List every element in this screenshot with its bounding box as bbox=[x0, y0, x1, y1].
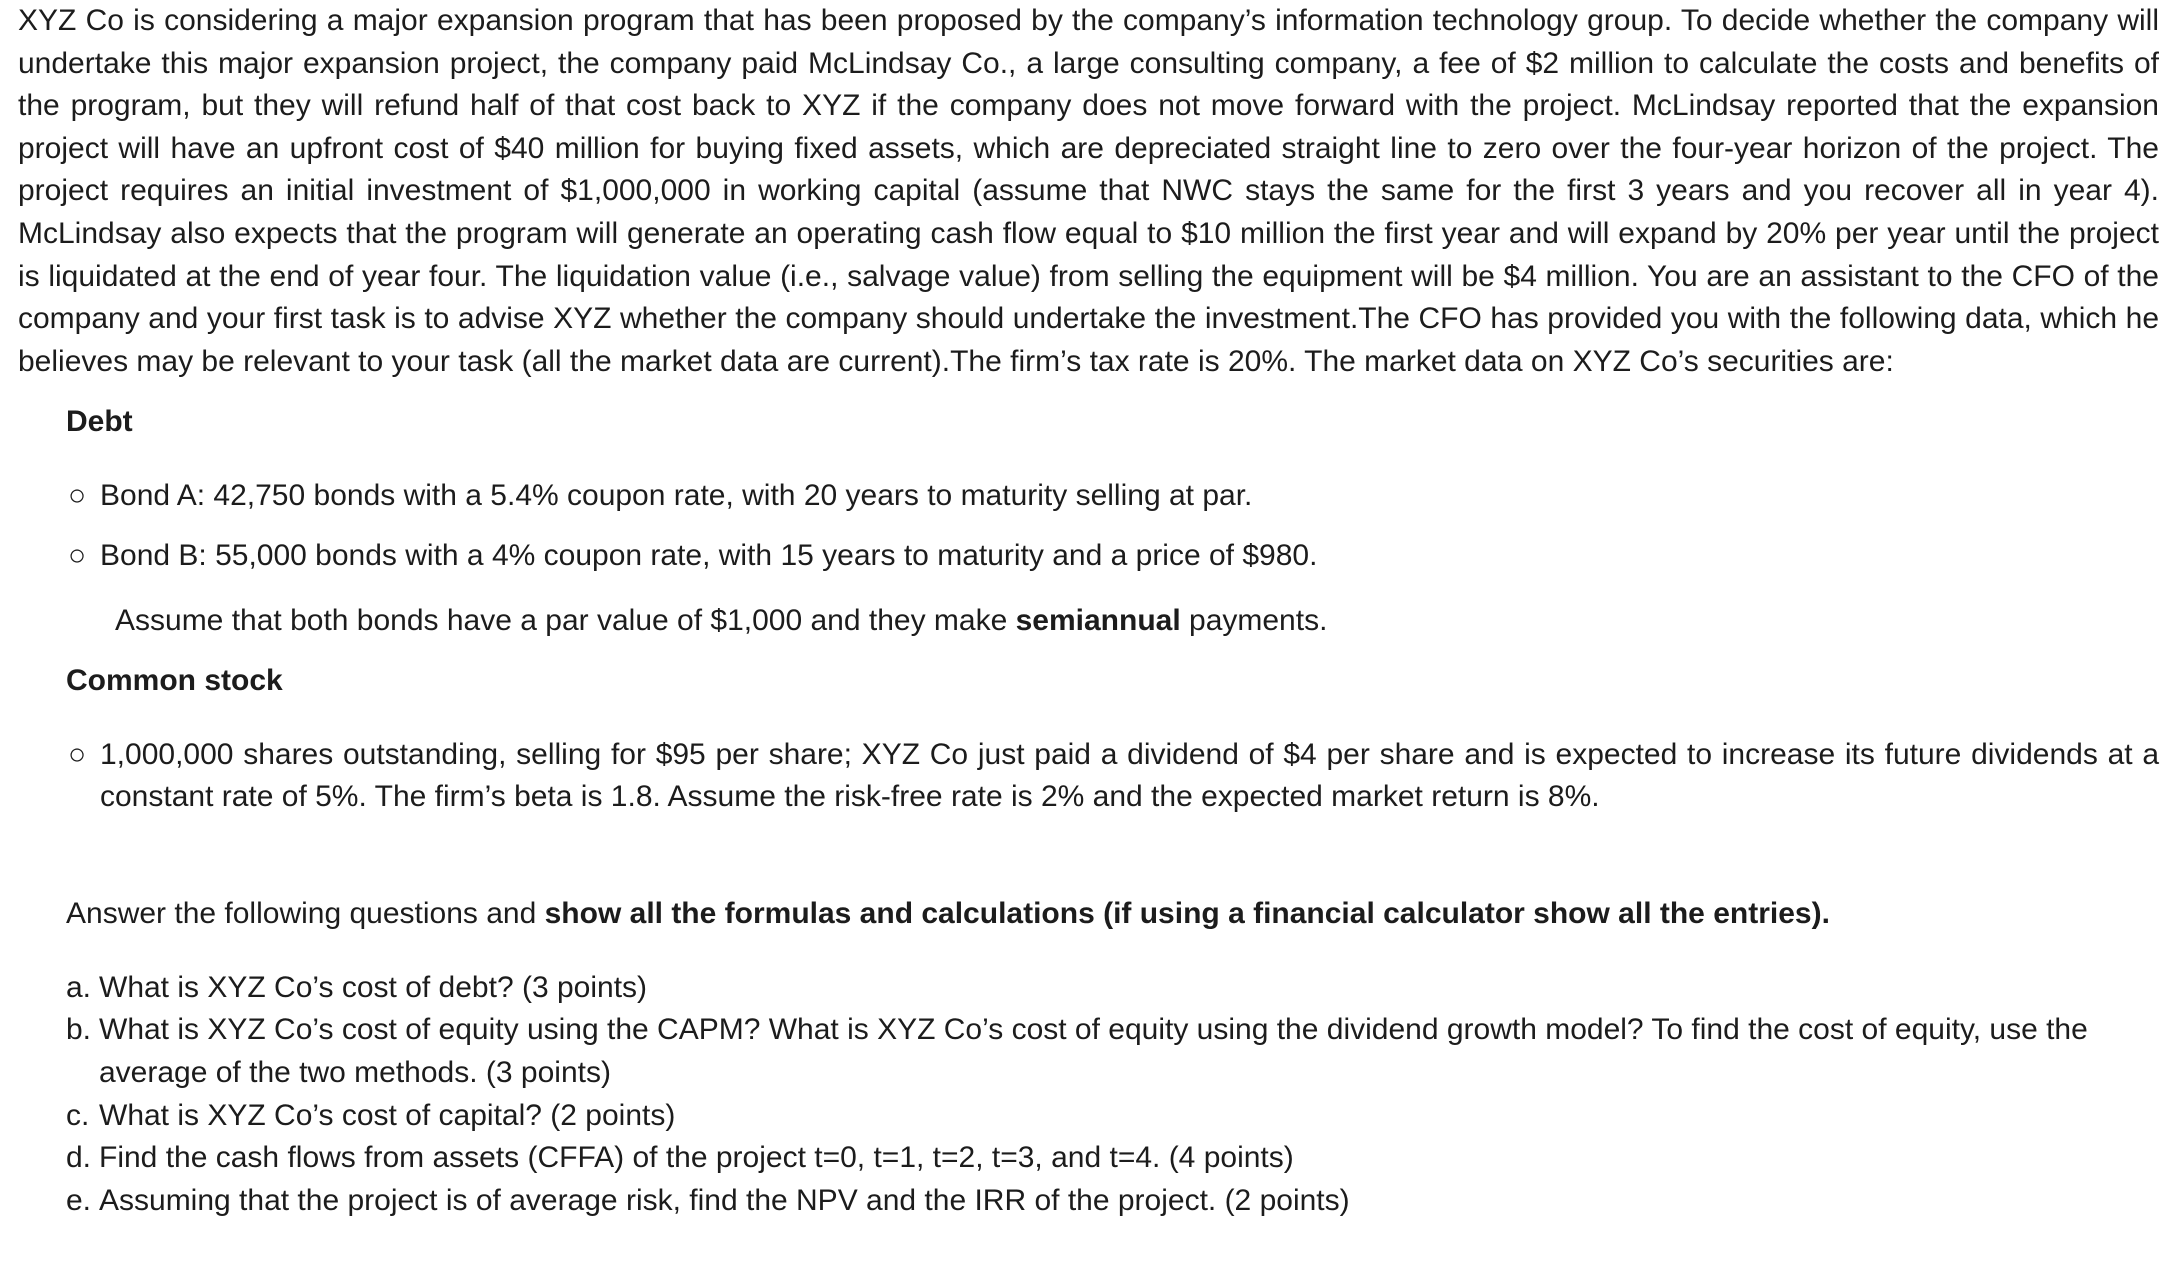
note-text-after: payments. bbox=[1180, 603, 1328, 637]
question-letter: d. bbox=[66, 1141, 92, 1175]
hollow-circle-bullet-icon: ○ bbox=[68, 479, 87, 513]
instructions-plain: Answer the following questions and bbox=[66, 896, 545, 930]
question-text: What is XYZ Co’s cost of debt? (3 points) bbox=[99, 970, 648, 1004]
question-letter: e. bbox=[66, 1183, 92, 1217]
list-item bbox=[68, 734, 2159, 819]
note-bold-semiannual: semiannual bbox=[1015, 603, 1181, 637]
question-item bbox=[66, 1180, 2159, 1223]
hollow-circle-bullet-icon: ○ bbox=[68, 737, 87, 771]
debt-bond-list bbox=[68, 475, 2159, 577]
list-item bbox=[68, 535, 2159, 578]
list-item bbox=[68, 475, 2159, 518]
instructions-bold: show all the formulas and calculations (if using a financial calculator show all the entries). bbox=[544, 896, 1830, 930]
question-text: Find the cash flows from assets (CFFA) of the project t=0, t=1, t=2, t=3, and t=4. (4 points) bbox=[99, 1141, 1294, 1175]
bond-b-text: Bond B: 55,000 bonds with a 4% coupon rate, with 15 years to maturity and a price of $980. bbox=[100, 538, 1318, 572]
question-letter: a. bbox=[66, 970, 92, 1004]
question-item bbox=[66, 1095, 2159, 1138]
question-item bbox=[66, 1009, 2159, 1094]
note-text-before: Assume that both bonds have a par value of $1,000 and they make bbox=[115, 603, 1016, 637]
common-stock-heading: Common stock bbox=[66, 663, 283, 697]
question-text: What is XYZ Co’s cost of capital? (2 points) bbox=[99, 1098, 676, 1132]
debt-heading: Debt bbox=[66, 405, 133, 439]
question-item bbox=[66, 967, 2159, 1010]
intro-paragraph: XYZ Co is considering a major expansion program that has been proposed by the company’s information technology group. To decide whether the company will undertake this major expansion project, the company paid McLindsay Co., a large consulting company, a fee of $2 million to calculate the costs and benefits of the program, but they will refund half of that cost back to XYZ if the company does not move forward with the project. McLindsay reported that the expansion project will have an upfront cost of $40 million for buying fixed assets, which are depreciated straight line to zero over the four-year horizon of the project. The project requires an initial investment of $1,000,000 in working capital (assume that NWC stays the same for the first 3 years and you recover all in year 4). McLindsay also expects that the program will generate an operating cash flow equal to $10 million the first year and will expand by 20% per year until the project is liquidated at the end of year four. The liquidation value (i.e., salvage value) from selling the equipment will be $4 million. You are an assistant to the CFO of the company and your first task is to advise XYZ whether the company should undertake the investment.The CFO has provided you with the following data, which he believes may be relevant to your task (all the market data are current).The firm’s tax rate is 20%. The market data on XYZ Co’s securities are: bbox=[18, 4, 2159, 378]
common-stock-list bbox=[68, 734, 2159, 819]
question-letter: b. bbox=[66, 1013, 92, 1047]
bond-a-text: Bond A: 42,750 bonds with a 5.4% coupon rate, with 20 years to maturity selling at par. bbox=[100, 479, 1253, 513]
question-text: Assuming that the project is of average risk, find the NPV and the IRR of the project. (2 points) bbox=[99, 1183, 1350, 1217]
question-letter: c. bbox=[66, 1098, 90, 1132]
instructions-line bbox=[66, 893, 2159, 935]
question-text: What is XYZ Co’s cost of equity using the CAPM? What is XYZ Co’s cost of equity using the dividend growth model? To find the cost of equity, use the average of the two methods. (3 points) bbox=[99, 1013, 2088, 1089]
question-list bbox=[66, 967, 2159, 1223]
common-stock-text: 1,000,000 shares outstanding, selling for $95 per share; XYZ Co just paid a dividend of $4 per share and is expected to increase its future dividends at a constant rate of 5%. The firm’s beta is 1.8. Assume the risk-free rate is 2% and the expected market return is 8%. bbox=[100, 737, 2159, 814]
hollow-circle-bullet-icon: ○ bbox=[68, 538, 87, 572]
question-item bbox=[66, 1137, 2159, 1180]
bond-par-value-note bbox=[115, 600, 2159, 642]
